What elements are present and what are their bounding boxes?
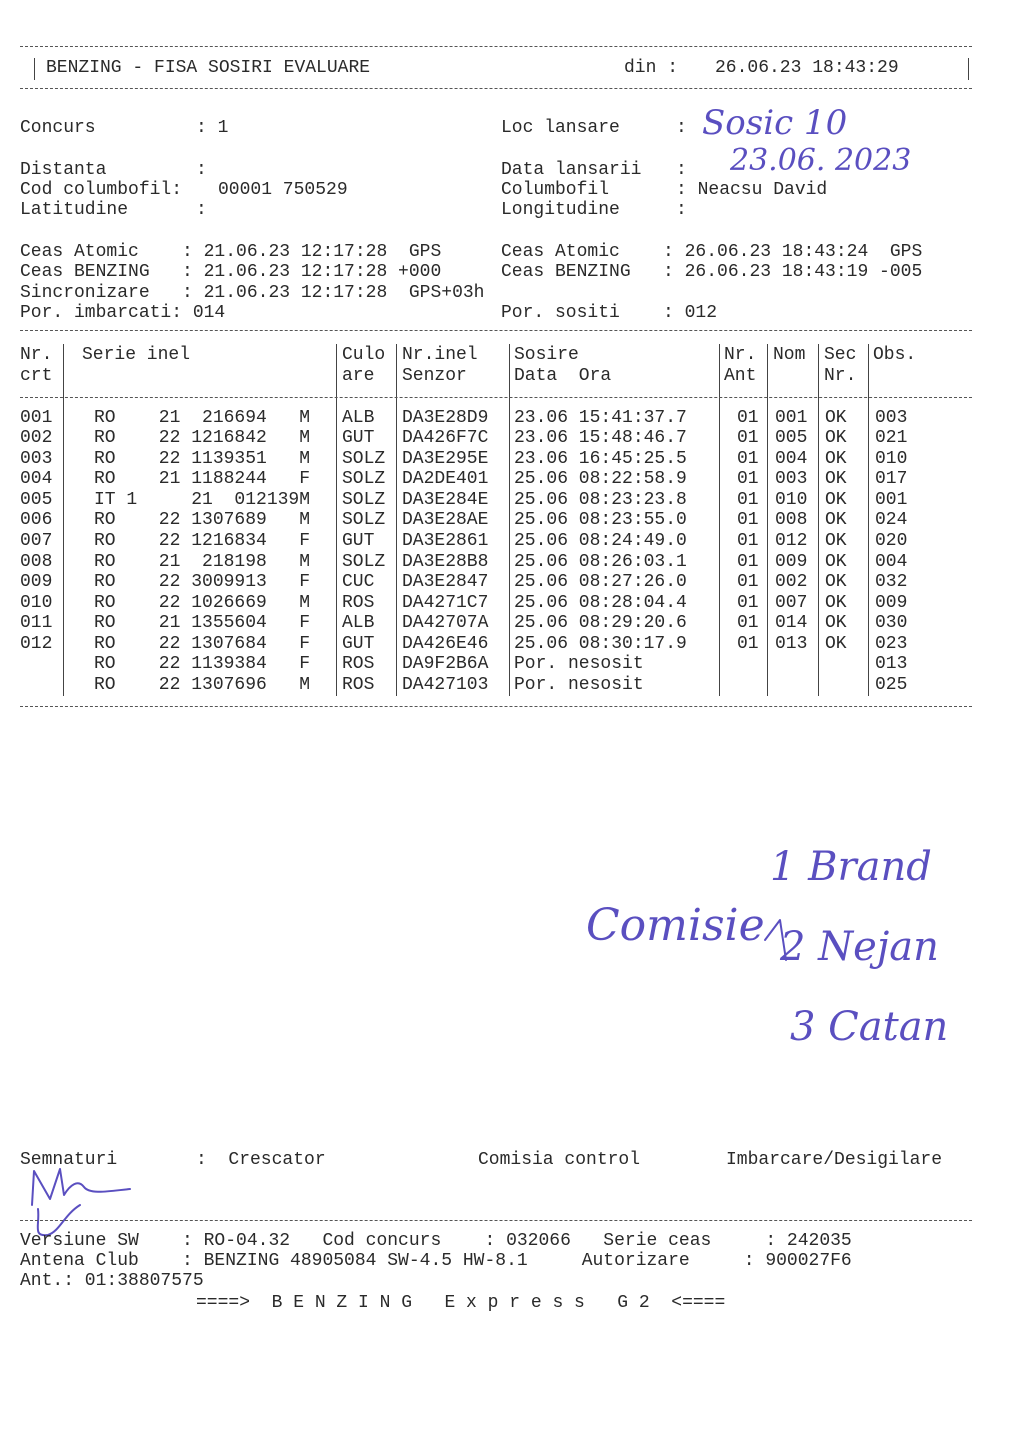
- crescator-label: : Crescator: [196, 1150, 326, 1170]
- ceas-atomic-left: Ceas Atomic : 21.06.23 12:17:28 GPS: [20, 242, 442, 262]
- cell-nr: 001: [20, 408, 53, 428]
- cell-serie: RO 22 1216834 F: [94, 531, 311, 551]
- commission-line3-handwritten: 3 Catan: [790, 1004, 949, 1050]
- cell-obs: 023: [875, 634, 908, 654]
- cell-senzor: DA2DE401: [402, 469, 489, 489]
- loc-lansare-handwritten-text: Sosic 10: [702, 103, 848, 143]
- cell-nr: 005: [20, 490, 53, 510]
- cell-sec: OK: [825, 531, 847, 551]
- header-sosire-2: Data Ora: [514, 366, 612, 386]
- cell-ant: 01: [737, 490, 759, 510]
- data-lansarii-handwritten-text: 23.06. 2023: [730, 143, 912, 178]
- cell-obs: 001: [875, 490, 908, 510]
- columbofil-value: : Neacsu David: [676, 180, 828, 200]
- cell-culoare: ALB: [342, 613, 375, 633]
- cell-nr: 004: [20, 469, 53, 489]
- cod-columbofil-value: 00001 750529: [218, 180, 348, 200]
- cell-nom: 005: [775, 428, 808, 448]
- ceas-atomic-right: Ceas Atomic : 26.06.23 18:43:24 GPS: [501, 242, 923, 262]
- cell-serie: RO 22 1216842 M: [94, 428, 311, 448]
- cell-serie: RO 21 1355604 F: [94, 613, 311, 633]
- cell-nom: 008: [775, 510, 808, 530]
- cell-sosire: 25.06 08:27:26.0: [514, 572, 687, 592]
- cell-nom: 009: [775, 552, 808, 572]
- cell-culoare: SOLZ: [342, 510, 386, 530]
- data-lansarii-handwriting: [720, 140, 940, 180]
- cell-nom: 013: [775, 634, 808, 654]
- cell-sosire: 25.06 08:24:49.0: [514, 531, 687, 551]
- cell-serie: RO 22 1139384 F: [94, 654, 311, 674]
- cell-sec: OK: [825, 408, 847, 428]
- ceas-benzing-left: Ceas BENZING : 21.06.23 12:17:28 +000: [20, 262, 442, 282]
- cell-sosire: 25.06 08:26:03.1: [514, 552, 687, 572]
- loc-lansare-handwriting: [690, 96, 900, 146]
- cell-senzor: DA42707A: [402, 613, 489, 633]
- cell-obs: 004: [875, 552, 908, 572]
- cell-sosire: 25.06 08:28:04.4: [514, 593, 687, 613]
- cell-nr: 009: [20, 572, 53, 592]
- cell-nom: 004: [775, 449, 808, 469]
- header-right-bar: [968, 58, 969, 80]
- concurs-label: Concurs: [20, 118, 96, 138]
- cell-sec: OK: [825, 593, 847, 613]
- cell-serie: IT 1 21 012139M: [94, 490, 311, 510]
- cell-sosire: Por. nesosit: [514, 675, 644, 695]
- por-imbarcati: Por. imbarcati: 014: [20, 303, 226, 323]
- comisia-control-label: Comisia control: [478, 1150, 641, 1170]
- cell-obs: 025: [875, 675, 908, 695]
- cell-obs: 032: [875, 572, 908, 592]
- cell-culoare: SOLZ: [342, 469, 386, 489]
- cell-ant: 01: [737, 552, 759, 572]
- cell-senzor: DA426F7C: [402, 428, 489, 448]
- cell-obs: 010: [875, 449, 908, 469]
- concurs-value: : 1: [196, 118, 229, 138]
- cod-columbofil-label: Cod columbofil:: [20, 180, 183, 200]
- footer-versiune: Versiune SW : RO-04.32 Cod concurs : 032066 Serie ceas : 242035: [20, 1231, 852, 1251]
- cell-obs: 009: [875, 593, 908, 613]
- longitudine-value: :: [676, 200, 687, 220]
- cell-serie: RO 22 1139351 M: [94, 449, 311, 469]
- footer-express: ====> B E N Z I N G E x p r e s s G 2 <====: [196, 1293, 726, 1313]
- cell-senzor: DA3E295E: [402, 449, 489, 469]
- cell-serie: RO 22 1307684 F: [94, 634, 311, 654]
- header-obs: Obs.: [873, 345, 917, 365]
- cell-ant: 01: [737, 531, 759, 551]
- cell-obs: 013: [875, 654, 908, 674]
- cell-culoare: ROS: [342, 593, 375, 613]
- table-top-divider: [20, 330, 972, 331]
- cell-sec: OK: [825, 510, 847, 530]
- cell-nom: 007: [775, 593, 808, 613]
- commission-line2-handwritten: 2 Nejan: [780, 924, 939, 970]
- sincronizare: Sincronizare : 21.06.23 12:17:28 GPS+03h: [20, 283, 485, 303]
- cell-sosire: Por. nesosit: [514, 654, 644, 674]
- semnaturi-label: Semnaturi: [20, 1150, 118, 1170]
- cell-senzor: DA4271C7: [402, 593, 489, 613]
- cell-culoare: ROS: [342, 654, 375, 674]
- ceas-benzing-right: Ceas BENZING : 26.06.23 18:43:19 -005: [501, 262, 923, 282]
- cell-senzor: DA427103: [402, 675, 489, 695]
- cell-sosire: 25.06 08:29:20.6: [514, 613, 687, 633]
- cell-culoare: GUT: [342, 428, 375, 448]
- cell-senzor: DA3E28B8: [402, 552, 489, 572]
- cell-nr: 008: [20, 552, 53, 572]
- header-nr-inel-2: Senzor: [402, 366, 467, 386]
- cell-nom: 003: [775, 469, 808, 489]
- cell-senzor: DA3E284E: [402, 490, 489, 510]
- cell-senzor: DA3E2847: [402, 572, 489, 592]
- loc-lansare-label: Loc lansare: [501, 118, 620, 138]
- cell-ant: 01: [737, 469, 759, 489]
- loc-lansare-sep: :: [676, 118, 687, 138]
- cell-nom: 014: [775, 613, 808, 633]
- table-bottom-divider: [20, 706, 972, 707]
- cell-nom: 012: [775, 531, 808, 551]
- cell-nr: 010: [20, 593, 53, 613]
- header-din-value: 26.06.23 18:43:29: [715, 58, 899, 78]
- cell-sec: OK: [825, 449, 847, 469]
- cell-obs: 003: [875, 408, 908, 428]
- cell-sec: OK: [825, 490, 847, 510]
- header-sosire-1: Sosire: [514, 345, 579, 365]
- cell-obs: 024: [875, 510, 908, 530]
- latitudine-label: Latitudine: [20, 200, 129, 220]
- data-lansarii-sep: :: [676, 160, 687, 180]
- cell-serie: RO 21 1188244 F: [94, 469, 311, 489]
- cell-ant: 01: [737, 593, 759, 613]
- header-din-label: din :: [624, 58, 679, 78]
- cell-ant: 01: [737, 428, 759, 448]
- commission-label-handwritten: Comisie: [586, 900, 765, 951]
- cell-culoare: CUC: [342, 572, 375, 592]
- cell-serie: RO 22 3009913 F: [94, 572, 311, 592]
- header-culoare-2: are: [342, 366, 375, 386]
- cell-culoare: SOLZ: [342, 449, 386, 469]
- header-left-bar: [34, 58, 35, 80]
- footer-antena: Antena Club : BENZING 48905084 SW-4.5 HW-8.1 Autorizare : 900027F6: [20, 1251, 852, 1271]
- cell-sosire: 23.06 16:45:25.5: [514, 449, 687, 469]
- cell-nom: 002: [775, 572, 808, 592]
- header-sec-1: Sec: [824, 345, 857, 365]
- cell-senzor: DA3E28D9: [402, 408, 489, 428]
- por-sositi: Por. sositi : 012: [501, 303, 718, 323]
- cell-sec: OK: [825, 634, 847, 654]
- footer-ant: Ant.: 01:38807575: [20, 1271, 204, 1291]
- cell-ant: 01: [737, 449, 759, 469]
- cell-nr: 012: [20, 634, 53, 654]
- cell-serie: RO 22 1307696 M: [94, 675, 311, 695]
- cell-ant: 01: [737, 613, 759, 633]
- cell-sec: OK: [825, 469, 847, 489]
- cell-senzor: DA426E46: [402, 634, 489, 654]
- columbofil-label: Columbofil: [501, 180, 610, 200]
- cell-ant: 01: [737, 408, 759, 428]
- cell-obs: 020: [875, 531, 908, 551]
- commission-line1-handwritten: 1 Brand: [770, 844, 932, 890]
- cell-sec: OK: [825, 572, 847, 592]
- cell-serie: RO 21 218198 M: [94, 552, 311, 572]
- cell-serie: RO 21 216694 M: [94, 408, 311, 428]
- cell-sosire: 25.06 08:23:23.8: [514, 490, 687, 510]
- header-nr-crt-2: crt: [20, 366, 53, 386]
- cell-senzor: DA3E2861: [402, 531, 489, 551]
- cell-sosire: 25.06 08:22:58.9: [514, 469, 687, 489]
- header-nom: Nom: [773, 345, 806, 365]
- cell-senzor: DA9F2B6A: [402, 654, 489, 674]
- cell-obs: 021: [875, 428, 908, 448]
- cell-nr: 006: [20, 510, 53, 530]
- commission-handwriting: [580, 810, 1020, 1080]
- cell-serie: RO 22 1307689 M: [94, 510, 311, 530]
- cell-sosire: 23.06 15:41:37.7: [514, 408, 687, 428]
- cell-serie: RO 22 1026669 M: [94, 593, 311, 613]
- cell-culoare: ROS: [342, 675, 375, 695]
- longitudine-label: Longitudine: [501, 200, 620, 220]
- cell-sec: OK: [825, 552, 847, 572]
- header-serie-inel: Serie inel: [82, 345, 191, 365]
- cell-nr: 011: [20, 613, 53, 633]
- cell-ant: 01: [737, 634, 759, 654]
- cell-sosire: 25.06 08:30:17.9: [514, 634, 687, 654]
- cell-nom: 001: [775, 408, 808, 428]
- header-nr-ant-2: Ant: [724, 366, 757, 386]
- cell-senzor: DA3E28AE: [402, 510, 489, 530]
- header-title: BENZING - FISA SOSIRI EVALUARE: [46, 58, 371, 78]
- header-sec-2: Nr.: [824, 366, 857, 386]
- latitudine-value: :: [196, 200, 207, 220]
- cell-obs: 017: [875, 469, 908, 489]
- imbarcare-label: Imbarcare/Desigilare: [726, 1150, 943, 1170]
- distanta-value: :: [196, 160, 207, 180]
- header-culoare-1: Culo: [342, 345, 386, 365]
- cell-sosire: 23.06 15:48:46.7: [514, 428, 687, 448]
- header-nr-crt-1: Nr.: [20, 345, 53, 365]
- header-nr-inel-1: Nr.inel: [402, 345, 478, 365]
- header-divider: [20, 88, 972, 89]
- cell-culoare: SOLZ: [342, 490, 386, 510]
- cell-nr: 003: [20, 449, 53, 469]
- cell-sosire: 25.06 08:23:55.0: [514, 510, 687, 530]
- cell-obs: 030: [875, 613, 908, 633]
- cell-culoare: GUT: [342, 531, 375, 551]
- cell-ant: 01: [737, 510, 759, 530]
- cell-sec: OK: [825, 613, 847, 633]
- cell-culoare: ALB: [342, 408, 375, 428]
- top-divider: [20, 46, 972, 47]
- cell-culoare: SOLZ: [342, 552, 386, 572]
- crescator-signature-stroke: [32, 1169, 130, 1235]
- cell-ant: 01: [737, 572, 759, 592]
- cell-culoare: GUT: [342, 634, 375, 654]
- cell-nom: 010: [775, 490, 808, 510]
- header-nr-ant-1: Nr.: [724, 345, 757, 365]
- table-header-divider: [20, 397, 972, 398]
- footer-divider: [20, 1220, 972, 1221]
- distanta-label: Distanta: [20, 160, 107, 180]
- cell-sec: OK: [825, 428, 847, 448]
- cell-nr: 007: [20, 531, 53, 551]
- cell-nr: 002: [20, 428, 53, 448]
- data-lansarii-label: Data lansarii: [501, 160, 642, 180]
